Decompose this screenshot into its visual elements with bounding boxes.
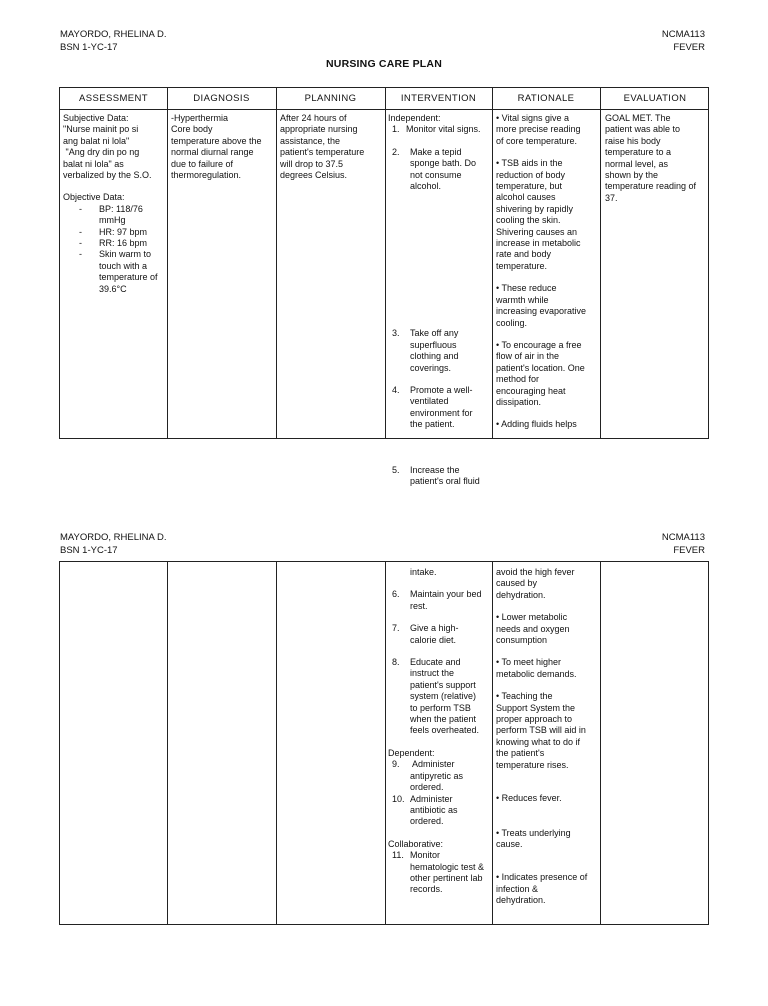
topic: FEVER [673,544,705,556]
course-info [662,532,705,557]
header-evaluation: EVALUATION [623,93,687,104]
header-rationale: RATIONALE [517,93,575,104]
rationale-entry: • Indicates presence of infection & dehydration. [496,872,588,906]
intervention-item: 7. Give a high- calorie diet. [392,623,459,645]
intervention-item: 9. Administer antipyretic as ordered. [392,759,464,793]
subjective-line: ang balat ni lola" [63,135,130,146]
independent-label: Independent: [388,113,441,123]
intervention-item: 11. Monitor hematologic test & other pertinent lab records. [392,850,485,895]
rationale-entry: • Treats underlying cause. [496,827,571,849]
planning-cell: After 24 hours of appropriate nursing assistance, the patient's temperature will drop to 37.5 degrees Celsius. [280,113,365,181]
rationale-cell [496,113,600,431]
intervention-item: 5. Increase the patient's oral fluid [392,464,480,487]
rationale-entry: • Lower metabolic needs and oxygen consumption [496,612,570,646]
student-section: BSN 1-YC-17 [60,544,118,556]
header-assessment: ASSESSMENT [79,93,148,104]
rationale-entry: • Adding fluids helps [496,419,577,430]
intervention-cell [388,567,492,896]
student-name: MAYORDO, RHELINA D. [60,29,167,40]
objective-item: - RR: 16 bpm [79,238,148,249]
student-name: MAYORDO, RHELINA D. [60,532,167,543]
intervention-item: 1. Monitor vital signs. [392,124,481,135]
objective-item: - BP: 118/76 mmHg [79,203,143,226]
intervention-item: 8. Educate and instruct the patient's support system (relative) to perform TSB when the patient feels overheated. [392,657,480,736]
objective-item: - HR: 97 bpm [79,226,148,237]
subjective-line: "Nurse mainit po si [63,124,139,135]
dependent-label: Dependent: [388,747,435,758]
rationale-entry: • These reduce warmth while increasing evaporative cooling. [496,283,587,328]
page-title: NURSING CARE PLAN [326,58,442,70]
care-plan-page-2 [0,503,768,1006]
rationale-entry: • Reduces fever. [496,793,562,804]
objective-item: - Skin warm to touch with a temperature of 39.6°C [79,249,158,294]
intervention-item: 6. Maintain your bed rest. [392,589,482,611]
intervention-item: 4. Promote a well- ventilated environment for the patient. [392,385,473,430]
header-planning: PLANNING [304,93,357,104]
rationale-entry: avoid the high fever caused by dehydration. [496,567,575,600]
student-info [60,29,166,54]
rationale-entry: • To meet higher metabolic demands. [496,657,577,679]
intervention-item: 10. Administer antibiotic as ordered. [392,793,458,827]
rationale-entry: • TSB aids in the reduction of body temperature, but alcohol causes shivering by rapidly cooling the skin. Shivering causes an increase in metabolic rate and body temperature. [496,158,581,271]
subjective-line: balat ni lola" as [63,158,124,169]
course-code: NCMA113 [661,29,705,40]
subjective-label: Subjective Data: [63,113,129,123]
topic: FEVER [673,41,705,53]
intervention-cell [388,113,492,488]
header-intervention: INTERVENTION [400,93,477,104]
assessment-cell [63,113,166,295]
evaluation-cell: GOAL MET. The patient was able to raise his body temperature to a normal level, as shown by the temperature reading of 37. [605,113,697,203]
intervention-item: 2. Make a tepid sponge bath. Do not consume alcohol. [392,146,477,192]
collaborative-label: Collaborative: [388,838,444,849]
objective-label: Objective Data: [63,192,125,203]
subjective-line: verbalized by the S.O. [63,170,152,181]
rationale-entry: • Vital signs give a more precise reading of core temperature. [496,113,581,146]
course-info [662,29,705,54]
intervention-continued: intake. [410,567,437,577]
course-code: NCMA113 [661,532,705,543]
care-plan-table [59,87,709,487]
header-diagnosis: DIAGNOSIS [193,93,250,104]
subjective-line: "Ang dry din po ng [63,147,140,158]
student-info [60,532,166,557]
rationale-entry: • To encourage a free flow of air in the patient's location. One method for encouraging heat dissipation. [496,339,585,407]
diagnosis-cell: -Hyperthermia Core body temperature above the normal diurnal range due to failure of thermoregulation. [171,113,262,181]
care-plan-table-continued [59,561,709,925]
rationale-entry: • Teaching the Support System the proper approach to perform TSB will aid in knowing what to do if the patient's temperature rises. [496,691,586,770]
student-section: BSN 1-YC-17 [60,41,118,53]
intervention-item: 3. Take off any superfluous clothing and coverings. [392,328,459,373]
rationale-cell [496,567,600,907]
